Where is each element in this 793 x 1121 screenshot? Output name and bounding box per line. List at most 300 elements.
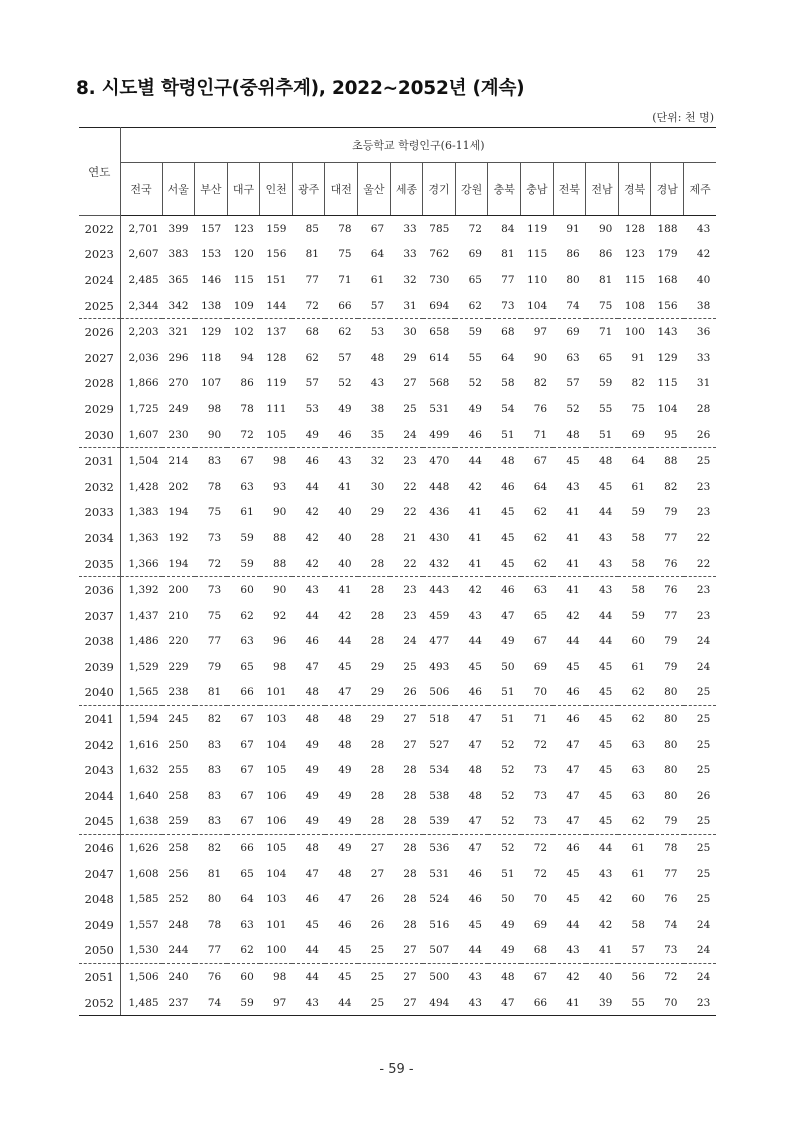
value-cell: 27 (370, 842, 385, 855)
value-cell: 229 (168, 660, 189, 673)
value-cell: 42 (696, 248, 711, 261)
value-cell: 61 (631, 480, 645, 493)
value-cell: 43 (305, 584, 319, 597)
value-cell: 1,530 (120, 938, 162, 964)
value-cell: 45 (325, 938, 358, 964)
table-row (79, 396, 716, 422)
value-cell: 42 (468, 584, 482, 597)
value-cell: 81 (207, 867, 222, 880)
value-cell: 104 (521, 293, 554, 319)
value-cell: 91 (566, 222, 580, 235)
value-cell: 48 (370, 351, 385, 364)
value-cell: 33 (403, 248, 417, 261)
value-cell: 47 (338, 893, 352, 906)
value-cell: 44 (305, 609, 319, 622)
value-cell: 33 (403, 222, 417, 235)
value-cell: 202 (168, 480, 189, 493)
value-cell: 52 (501, 738, 515, 751)
value-cell: 48 (305, 842, 319, 855)
value-cell: 70 (651, 990, 684, 1016)
value-cell: 49 (305, 738, 319, 751)
value-cell: 43 (598, 584, 613, 597)
value-cell: 494 (423, 990, 456, 1016)
table-row (79, 500, 716, 526)
value-cell: 69 (533, 918, 548, 931)
value-cell: 65 (240, 867, 254, 880)
value-cell: 44 (598, 635, 613, 648)
table-row (79, 474, 716, 500)
value-cell: 94 (240, 351, 254, 364)
value-cell: 50 (501, 893, 515, 906)
value-cell: 88 (273, 531, 287, 544)
value-cell: 23 (403, 609, 417, 622)
value-cell: 1,383 (128, 506, 159, 519)
value-cell: 49 (325, 809, 358, 835)
value-cell: 1,607 (120, 422, 162, 448)
value-cell: 28 (358, 551, 391, 577)
value-cell: 27 (403, 713, 417, 726)
value-cell: 45 (598, 789, 613, 802)
value-cell: 25 (696, 738, 711, 751)
value-cell: 41 (338, 480, 352, 493)
table-row (79, 912, 716, 938)
value-cell: 42 (598, 918, 613, 931)
value-cell: 23 (684, 990, 717, 1016)
value-cell: 31 (696, 377, 711, 390)
value-cell: 506 (423, 680, 456, 706)
value-cell: 342 (162, 293, 195, 319)
value-cell: 76 (533, 402, 548, 415)
table-row (79, 886, 716, 912)
table-row (79, 783, 716, 809)
value-cell: 46 (455, 680, 488, 706)
value-cell: 46 (455, 422, 488, 448)
year-cell: 2051 (79, 964, 120, 990)
value-cell: 1,437 (128, 609, 159, 622)
value-cell: 49 (501, 635, 515, 648)
value-cell: 2,203 (128, 326, 159, 339)
value-cell: 1,626 (128, 842, 159, 855)
value-cell: 30 (403, 326, 417, 339)
value-cell: 46 (468, 893, 482, 906)
value-cell: 49 (305, 789, 319, 802)
value-cell: 107 (201, 377, 222, 390)
value-cell: 41 (586, 938, 619, 964)
value-cell: 80 (651, 680, 684, 706)
value-cell: 47 (468, 713, 482, 726)
value-cell: 70 (533, 893, 548, 906)
value-cell: 108 (618, 293, 651, 319)
value-cell: 98 (273, 971, 287, 984)
year-column-header: 연도 (79, 128, 120, 216)
value-cell: 83 (207, 789, 222, 802)
value-cell: 44 (325, 990, 358, 1016)
value-cell: 98 (207, 402, 222, 415)
value-cell: 44 (305, 971, 319, 984)
value-cell: 46 (553, 680, 586, 706)
value-cell: 80 (566, 273, 580, 286)
value-cell: 82 (631, 377, 645, 390)
value-cell: 78 (338, 222, 352, 235)
value-cell: 62 (227, 938, 260, 964)
value-cell: 67 (240, 713, 254, 726)
value-cell: 73 (533, 789, 548, 802)
year-cell: 2049 (79, 912, 120, 938)
value-cell: 538 (429, 789, 450, 802)
value-cell: 28 (370, 738, 385, 751)
table-row (79, 861, 716, 887)
region-column-header: 충남 (521, 163, 554, 216)
value-cell: 119 (266, 377, 287, 390)
value-cell: 72 (227, 422, 260, 448)
value-cell: 365 (168, 273, 189, 286)
value-cell: 58 (631, 918, 645, 931)
value-cell: 258 (168, 842, 189, 855)
value-cell: 72 (533, 842, 548, 855)
value-cell: 77 (207, 635, 222, 648)
value-cell: 25 (696, 842, 711, 855)
value-cell: 188 (657, 222, 678, 235)
year-cell: 2035 (79, 551, 120, 577)
value-cell: 24 (696, 660, 711, 673)
value-cell: 1,640 (128, 789, 159, 802)
value-cell: 119 (527, 222, 548, 235)
value-cell: 48 (338, 713, 352, 726)
value-cell: 91 (631, 351, 645, 364)
value-cell: 46 (305, 455, 319, 468)
value-cell: 29 (370, 660, 385, 673)
table-row (79, 319, 716, 345)
value-cell: 115 (657, 377, 678, 390)
value-cell: 399 (168, 222, 189, 235)
value-cell: 104 (657, 402, 678, 415)
value-cell: 62 (240, 609, 254, 622)
value-cell: 1,866 (128, 377, 159, 390)
value-cell: 1,366 (120, 551, 162, 577)
value-cell: 44 (338, 635, 352, 648)
year-cell: 2047 (79, 861, 120, 887)
value-cell: 70 (521, 680, 554, 706)
value-cell: 48 (338, 867, 352, 880)
value-cell: 28 (370, 609, 385, 622)
value-cell: 62 (338, 326, 352, 339)
value-cell: 47 (325, 680, 358, 706)
value-cell: 102 (233, 326, 254, 339)
value-cell: 1,485 (120, 990, 162, 1016)
value-cell: 1,529 (128, 660, 159, 673)
value-cell: 28 (370, 635, 385, 648)
value-cell: 43 (370, 377, 385, 390)
value-cell: 45 (586, 680, 619, 706)
value-cell: 67 (240, 789, 254, 802)
value-cell: 762 (429, 248, 450, 261)
year-cell: 2039 (79, 654, 120, 680)
year-cell: 2038 (79, 629, 120, 655)
value-cell: 29 (358, 680, 391, 706)
region-column-header: 서울 (162, 163, 195, 216)
value-cell: 58 (501, 377, 515, 390)
table-header-row (79, 128, 716, 163)
value-cell: 86 (566, 248, 580, 261)
value-cell: 52 (338, 377, 352, 390)
value-cell: 1,632 (128, 764, 159, 777)
value-cell: 62 (455, 293, 488, 319)
value-cell: 129 (201, 326, 222, 339)
value-cell: 105 (266, 764, 287, 777)
year-cell: 2034 (79, 525, 120, 551)
value-cell: 179 (657, 248, 678, 261)
value-cell: 210 (168, 609, 189, 622)
value-cell: 79 (664, 635, 678, 648)
value-cell: 25 (403, 660, 417, 673)
year-cell: 2050 (79, 938, 120, 964)
value-cell: 105 (260, 422, 293, 448)
value-cell: 45 (501, 531, 515, 544)
value-cell: 24 (403, 635, 417, 648)
table-row (79, 242, 716, 268)
value-cell: 36 (696, 326, 711, 339)
table-row (79, 809, 716, 835)
value-cell: 35 (358, 422, 391, 448)
value-cell: 156 (266, 248, 287, 261)
value-cell: 64 (533, 480, 548, 493)
table-row (79, 680, 716, 706)
value-cell: 62 (631, 713, 645, 726)
value-cell: 55 (598, 402, 613, 415)
value-cell: 49 (292, 422, 325, 448)
value-cell: 67 (240, 764, 254, 777)
table-row (79, 835, 716, 861)
value-cell: 45 (566, 455, 580, 468)
value-cell: 45 (598, 480, 613, 493)
value-cell: 1,557 (128, 918, 159, 931)
value-cell: 40 (325, 551, 358, 577)
value-cell: 75 (207, 506, 222, 519)
year-cell: 2022 (79, 216, 120, 242)
value-cell: 64 (501, 351, 515, 364)
value-cell: 46 (325, 422, 358, 448)
value-cell: 49 (338, 789, 352, 802)
value-cell: 75 (586, 293, 619, 319)
value-cell: 78 (240, 402, 254, 415)
value-cell: 499 (423, 422, 456, 448)
value-cell: 42 (566, 609, 580, 622)
value-cell: 52 (566, 402, 580, 415)
year-cell: 2030 (79, 422, 120, 448)
value-cell: 100 (260, 938, 293, 964)
year-cell: 2027 (79, 345, 120, 371)
value-cell: 25 (684, 680, 717, 706)
value-cell: 28 (403, 842, 417, 855)
value-cell: 45 (305, 918, 319, 931)
value-cell: 62 (521, 551, 554, 577)
value-cell: 56 (631, 971, 645, 984)
value-cell: 28 (403, 764, 417, 777)
table-row (79, 371, 716, 397)
value-cell: 41 (553, 990, 586, 1016)
value-cell: 123 (233, 222, 254, 235)
value-cell: 86 (240, 377, 254, 390)
value-cell: 470 (429, 455, 450, 468)
value-cell: 71 (533, 713, 548, 726)
value-cell: 42 (598, 893, 613, 906)
value-cell: 49 (305, 764, 319, 777)
value-cell: 1,585 (128, 893, 159, 906)
value-cell: 82 (533, 377, 548, 390)
value-cell: 59 (598, 377, 613, 390)
value-cell: 44 (455, 938, 488, 964)
value-cell: 49 (338, 764, 352, 777)
value-cell: 101 (266, 918, 287, 931)
value-cell: 245 (168, 713, 189, 726)
value-cell: 49 (501, 918, 515, 931)
value-cell: 22 (403, 480, 417, 493)
value-cell: 115 (527, 248, 548, 261)
value-cell: 66 (325, 293, 358, 319)
value-cell: 105 (266, 842, 287, 855)
value-cell: 65 (468, 273, 482, 286)
value-cell: 24 (696, 635, 711, 648)
value-cell: 39 (586, 990, 619, 1016)
value-cell: 159 (266, 222, 287, 235)
value-cell: 77 (501, 273, 515, 286)
value-cell: 48 (305, 713, 319, 726)
value-cell: 516 (429, 918, 450, 931)
value-cell: 51 (488, 680, 521, 706)
value-cell: 46 (501, 584, 515, 597)
value-cell: 71 (521, 422, 554, 448)
table-row (79, 629, 716, 655)
table-row (79, 422, 716, 448)
value-cell: 45 (586, 809, 619, 835)
value-cell: 23 (696, 584, 711, 597)
value-cell: 41 (566, 584, 580, 597)
value-cell: 61 (370, 273, 385, 286)
value-cell: 90 (273, 584, 287, 597)
value-cell: 72 (533, 738, 548, 751)
value-cell: 238 (162, 680, 195, 706)
value-cell: 62 (618, 680, 651, 706)
value-cell: 67 (240, 738, 254, 751)
value-cell: 138 (195, 293, 228, 319)
value-cell: 250 (168, 738, 189, 751)
table-row (79, 938, 716, 964)
value-cell: 86 (598, 248, 613, 261)
population-table (79, 127, 716, 1016)
value-cell: 74 (195, 990, 228, 1016)
value-cell: 23 (403, 455, 417, 468)
value-cell: 55 (468, 351, 482, 364)
value-cell: 168 (657, 273, 678, 286)
value-cell: 534 (429, 764, 450, 777)
value-cell: 76 (651, 551, 684, 577)
value-cell: 1,565 (120, 680, 162, 706)
table-row (79, 293, 716, 319)
value-cell: 66 (240, 842, 254, 855)
value-cell: 75 (338, 248, 352, 261)
value-cell: 72 (533, 867, 548, 880)
value-cell: 2,036 (128, 351, 159, 364)
value-cell: 45 (501, 506, 515, 519)
value-cell: 31 (390, 293, 423, 319)
value-cell: 23 (696, 609, 711, 622)
value-cell: 128 (624, 222, 645, 235)
value-cell: 65 (533, 609, 548, 622)
value-cell: 57 (338, 351, 352, 364)
value-cell: 44 (566, 635, 580, 648)
value-cell: 55 (618, 990, 651, 1016)
value-cell: 22 (403, 506, 417, 519)
value-cell: 64 (240, 893, 254, 906)
value-cell: 255 (168, 764, 189, 777)
value-cell: 237 (162, 990, 195, 1016)
value-cell: 28 (403, 867, 417, 880)
value-cell: 448 (429, 480, 450, 493)
value-cell: 77 (664, 609, 678, 622)
value-cell: 88 (260, 551, 293, 577)
value-cell: 63 (631, 789, 645, 802)
value-cell: 48 (501, 455, 515, 468)
value-cell: 49 (468, 402, 482, 415)
value-cell: 43 (292, 990, 325, 1016)
value-cell: 28 (370, 531, 385, 544)
value-cell: 45 (488, 551, 521, 577)
value-cell: 64 (631, 455, 645, 468)
value-cell: 67 (533, 635, 548, 648)
value-cell: 77 (305, 273, 319, 286)
value-cell: 73 (651, 938, 684, 964)
value-cell: 28 (403, 918, 417, 931)
value-cell: 90 (598, 222, 613, 235)
year-cell: 2041 (79, 706, 120, 732)
value-cell: 25 (403, 402, 417, 415)
value-cell: 527 (429, 738, 450, 751)
value-cell: 24 (696, 971, 711, 984)
value-cell: 82 (664, 480, 678, 493)
value-cell: 59 (227, 551, 260, 577)
region-column-header: 충북 (488, 163, 521, 216)
value-cell: 43 (468, 609, 482, 622)
value-cell: 63 (631, 738, 645, 751)
value-cell: 249 (168, 402, 189, 415)
value-cell: 493 (429, 660, 450, 673)
value-cell: 28 (696, 402, 711, 415)
value-cell: 60 (240, 584, 254, 597)
value-cell: 76 (664, 893, 678, 906)
value-cell: 48 (553, 422, 586, 448)
value-cell: 194 (162, 551, 195, 577)
value-cell: 51 (501, 713, 515, 726)
value-cell: 25 (696, 764, 711, 777)
year-cell: 2023 (79, 242, 120, 268)
value-cell: 47 (566, 764, 580, 777)
value-cell: 60 (240, 971, 254, 984)
value-cell: 1,504 (128, 455, 159, 468)
value-cell: 52 (501, 789, 515, 802)
value-cell: 42 (305, 506, 319, 519)
value-cell: 68 (501, 326, 515, 339)
value-cell: 103 (266, 893, 287, 906)
value-cell: 72 (292, 293, 325, 319)
value-cell: 45 (338, 660, 352, 673)
value-cell: 67 (370, 222, 385, 235)
value-cell: 71 (338, 273, 352, 286)
value-cell: 47 (468, 842, 482, 855)
value-cell: 82 (207, 842, 222, 855)
value-cell: 111 (266, 402, 287, 415)
value-cell: 63 (631, 764, 645, 777)
value-cell: 27 (390, 990, 423, 1016)
